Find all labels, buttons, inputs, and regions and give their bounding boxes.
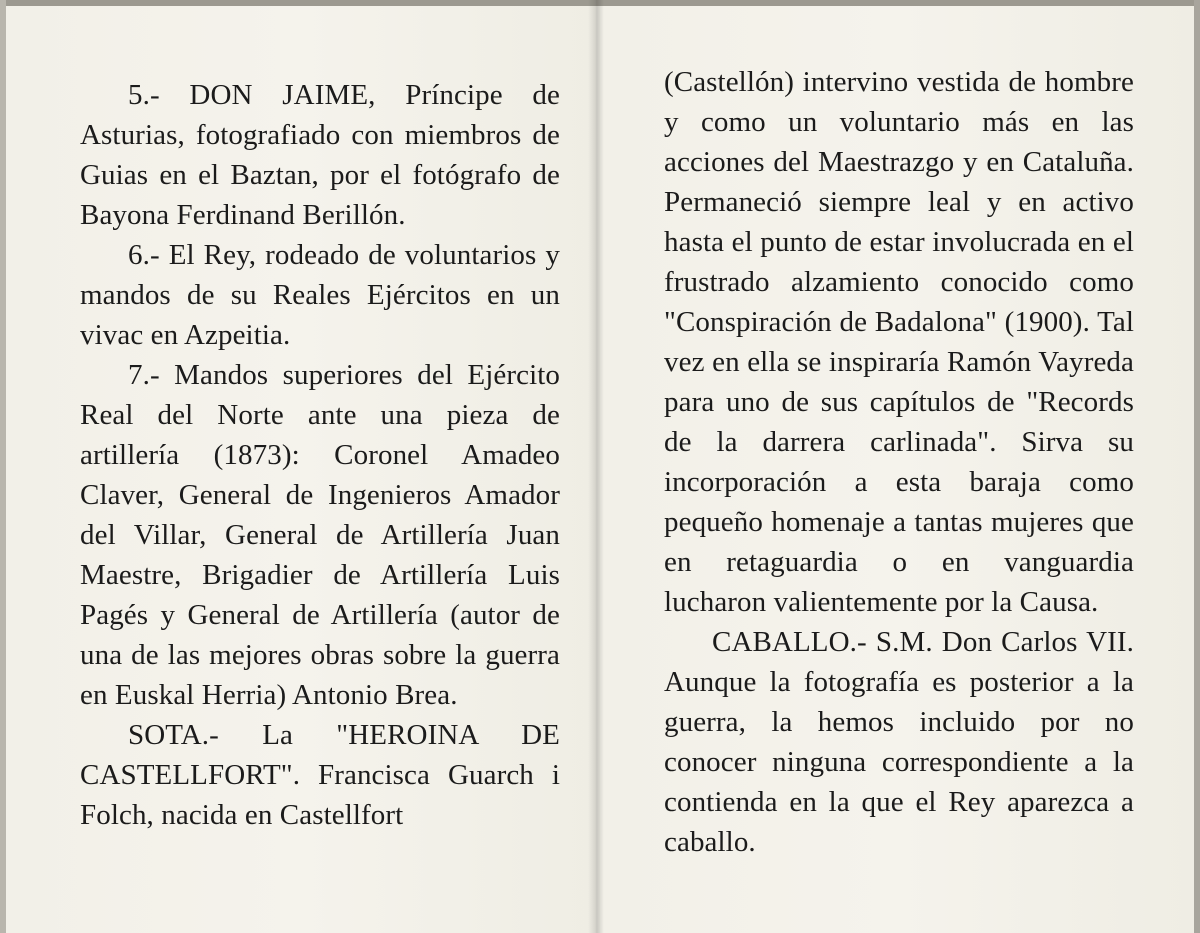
paragraph-sota: SOTA.- La "HEROINA DE CASTELLFORT". Francisca Guarch i Folch, nacida en Castellfort bbox=[80, 719, 560, 831]
right-page-text bbox=[664, 62, 1134, 862]
book-right-edge bbox=[1194, 0, 1200, 933]
left-page-text bbox=[80, 75, 560, 835]
paragraph-item-7: 7.- Mandos superiores del Ejército Real del Norte ante una pieza de artillería (1873): Coronel Amadeo Claver, General de Ingenieros Amador del Villar, General de Artillería Juan Maestre, Brigadier de Artillería Luis Pagés y General de Artillería (autor de una de las mejores obras sobre la guerra en Euskal Herria) Antonio Brea. bbox=[80, 359, 560, 711]
paragraph-item-6: 6.- El Rey, rodeado de voluntarios y mandos de su Reales Ejércitos en un vivac en Azpeitia. bbox=[80, 239, 560, 351]
paragraph-sota-continued: (Castellón) intervino vestida de hombre y como un voluntario más en las acciones del Maestrazgo y en Cataluña. Permaneció siempre leal y en activo hasta el punto de estar involucrada en el frustrado alzamiento conocido como "Conspiración de Badalona" (1900). Tal vez en ella se inspiraría Ramón Vayreda para uno de sus capítulos de "Records de la darrera carlinada". Sirva su incorporación a esta baraja como pequeño homenaje a tantas mujeres que en retaguardia o en vanguardia lucharon valientemente por la Causa. bbox=[664, 66, 1134, 618]
book-gutter bbox=[588, 0, 604, 933]
paragraph-item-5: 5.- DON JAIME, Príncipe de Asturias, fotografiado con miembros de Guias en el Baztan, por el fotógrafo de Bayona Ferdinand Berillón. bbox=[80, 79, 560, 231]
paragraph-caballo: CABALLO.- S.M. Don Carlos VII. Aunque la fotografía es posterior a la guerra, la hemos incluido por no conocer ninguna correspondiente a la contienda en la que el Rey aparezca a caballo. bbox=[664, 626, 1134, 858]
